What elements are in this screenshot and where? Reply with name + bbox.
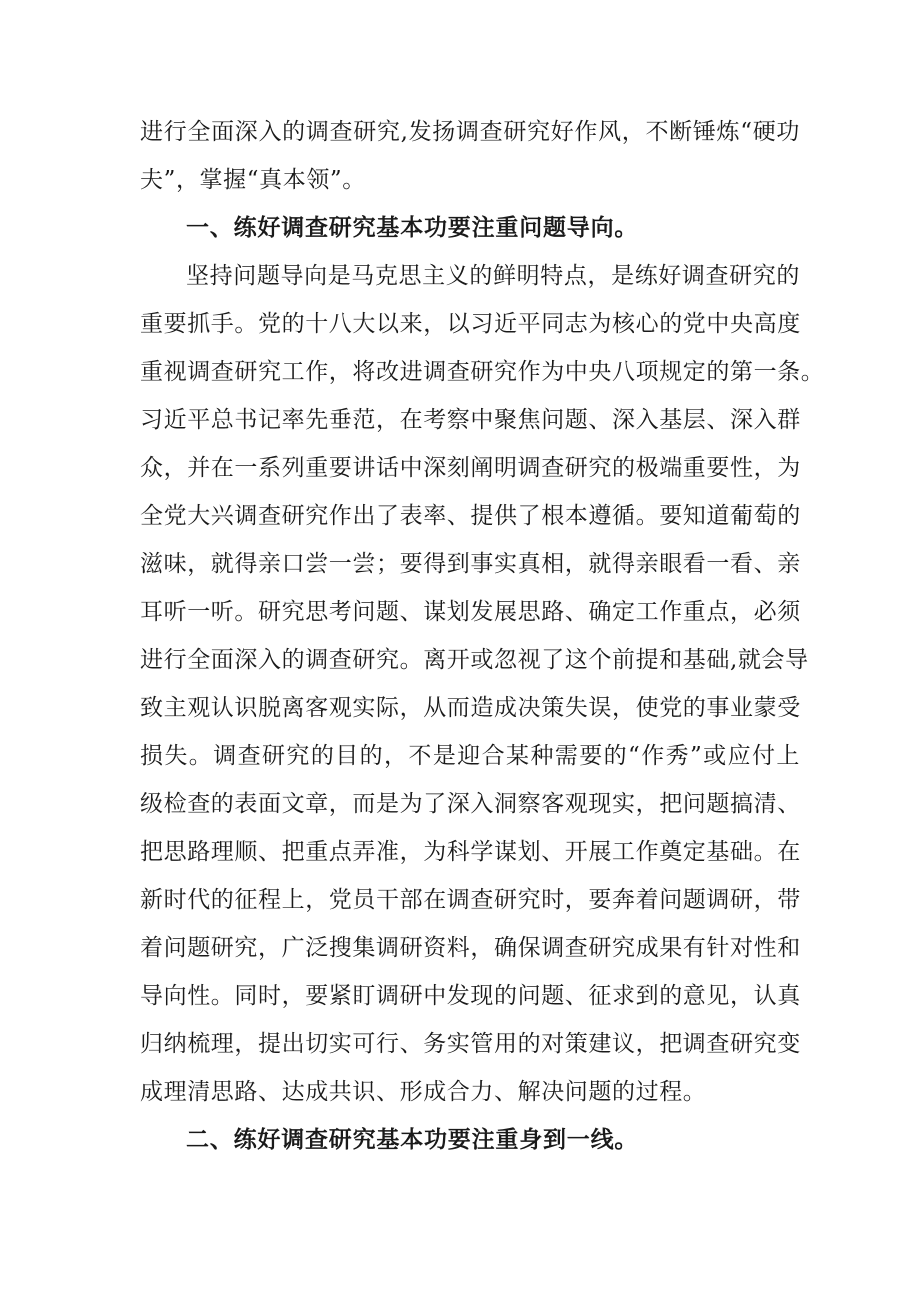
section-1-line-7: 滋味，就得亲口尝一尝；要得到事实真相，就得亲眼看一看、亲 [140,551,801,577]
section-1-heading: 一、练好调查研究基本功要注重问题导向。 [186,215,639,241]
section-1-line-14: 新时代的征程上，党员干部在调查研究时，要奔着问题调研，带 [140,887,801,913]
section-1-line-4: 习近平总书记率先垂范，在考察中聚焦问题、深入基层、深入群 [140,407,801,433]
section-1-line-17: 归纳梳理，提出切实可行、务实管用的对策建议，把调查研究变 [140,1031,801,1057]
section-1-line-18: 成理清思路、达成共识、形成合力、解决问题的过程。 [140,1079,707,1105]
section-1-line-6: 全党大兴调查研究作出了表率、提供了根本遵循。要知道葡萄的 [140,503,801,529]
section-1-line-1: 坚持问题导向是马克思主义的鲜明特点，是练好调查研究的 [186,263,800,289]
intro-line-1: 进行全面深入的调查研究,发扬调查研究好作风，不断锤炼“硬功 [140,119,800,145]
section-2-heading: 二、练好调查研究基本功要注重身到一线。 [186,1127,639,1153]
intro-line-2: 夫”，掌握“真本领”。 [140,167,366,193]
section-1-line-8: 耳听一听。研究思考问题、谋划发展思路、确定工作重点，必须 [140,599,801,625]
section-1-line-2: 重要抓手。党的十八大以来，以习近平同志为核心的党中央高度 [140,311,801,337]
section-1-line-16: 导向性。同时，要紧盯调研中发现的问题、征求到的意见，认真 [140,983,801,1009]
section-1-line-9: 进行全面深入的调查研究。离开或忽视了这个前提和基础,就会导 [140,647,809,673]
section-1-line-15: 着问题研究，广泛搜集调研资料，确保调查研究成果有针对性和 [140,935,801,961]
section-1-line-12: 级检查的表面文章，而是为了深入洞察客观现实，把问题搞清、 [140,791,801,817]
section-1-line-3: 重视调查研究工作，将改进调查研究作为中央八项规定的第一条。 [140,359,825,385]
section-1-line-10: 致主观认识脱离客观实际，从而造成决策失误，使党的事业蒙受 [140,695,801,721]
section-1-line-5: 众，并在一系列重要讲话中深刻阐明调查研究的极端重要性，为 [140,455,801,481]
section-1-line-11: 损失。调查研究的目的，不是迎合某种需要的“作秀”或应付上 [140,743,800,769]
section-1-line-13: 把思路理顺、把重点弄准，为科学谋划、开展工作奠定基础。在 [140,839,801,865]
